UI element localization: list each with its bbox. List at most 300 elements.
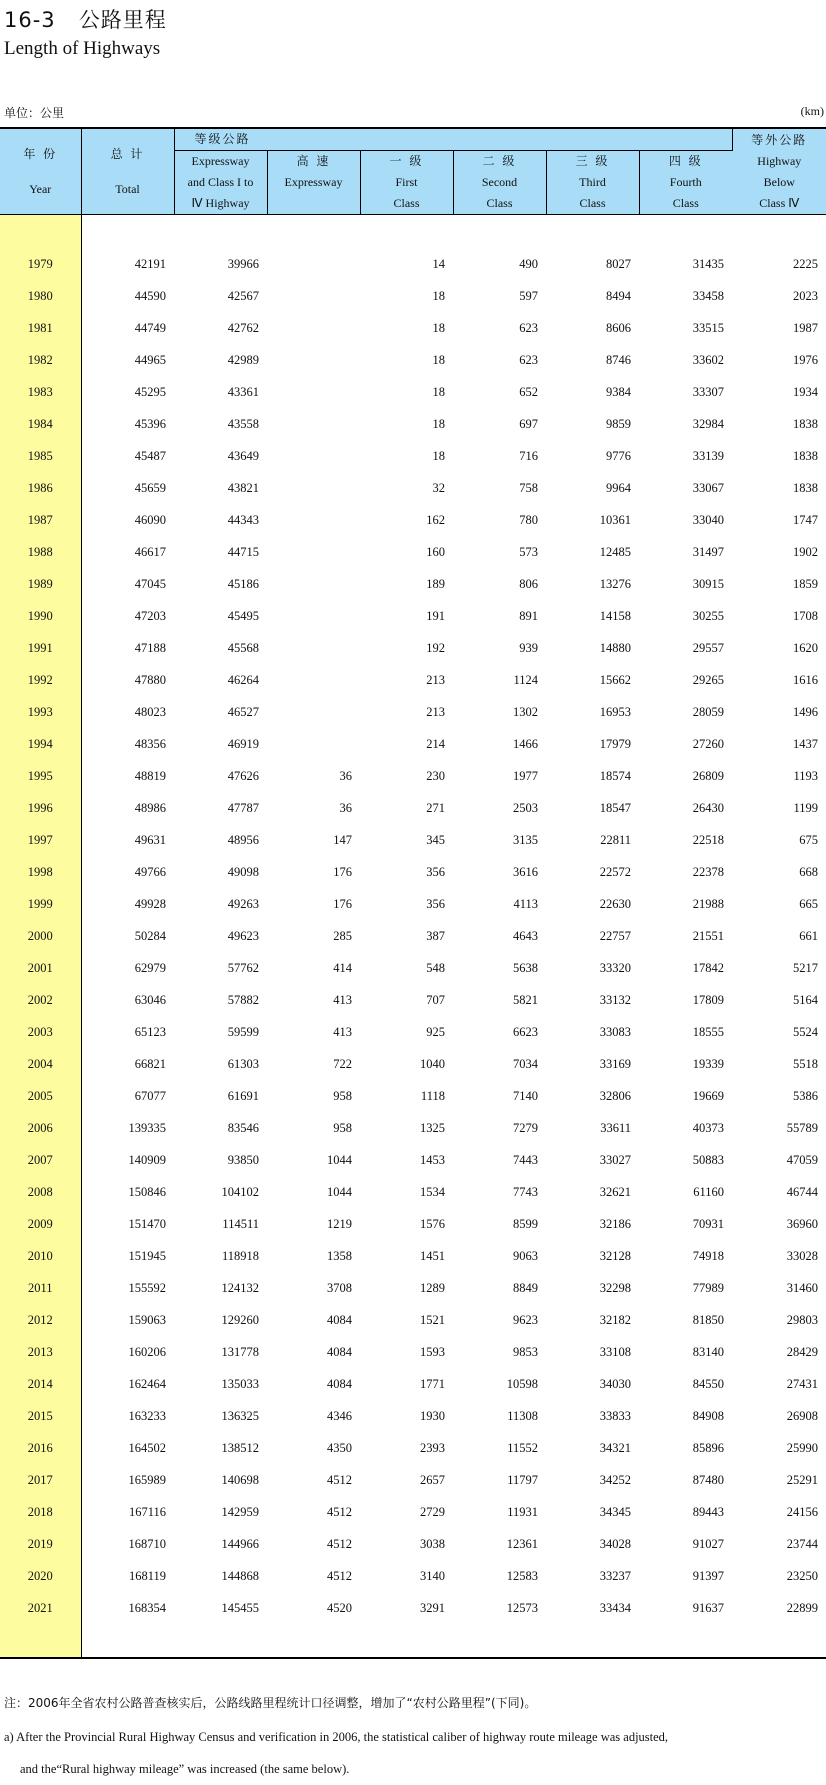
cell-third-class: 16953 — [599, 704, 631, 719]
cell-graded: 131778 — [221, 1344, 259, 1359]
cell-below-class: 29803 — [786, 1312, 819, 1327]
cell-first-class: 213 — [426, 672, 445, 687]
cell-expressway — [267, 696, 360, 728]
cell-year: 2003 — [0, 1016, 81, 1048]
cell-first-class: 387 — [426, 928, 445, 943]
cell-first-class: 345 — [426, 832, 445, 847]
unit-label-en: (km) — [800, 104, 824, 118]
cell-third-class: 9384 — [606, 384, 631, 399]
cell-fourth-class: 33458 — [692, 288, 725, 303]
cell-second-class: 9063 — [513, 1248, 538, 1263]
cell-total: 49631 — [134, 832, 166, 847]
cell-third-class: 22572 — [599, 864, 631, 879]
cell-year: 2005 — [0, 1080, 81, 1112]
cell-total: 47880 — [134, 672, 166, 687]
cell-below-class: 1902 — [793, 544, 819, 559]
table-row — [0, 1592, 826, 1624]
cell-total: 159063 — [128, 1312, 166, 1327]
cell-second-class: 1124 — [513, 672, 538, 687]
cell-first-class: 230 — [426, 768, 445, 783]
cell-below-class: 25990 — [786, 1440, 819, 1455]
cell-third-class: 8606 — [606, 320, 631, 335]
cell-third-class: 33434 — [599, 1600, 631, 1615]
cell-below-class: 1437 — [793, 736, 819, 751]
cell-graded: 46919 — [227, 736, 259, 751]
cell-second-class: 939 — [519, 640, 538, 655]
cell-first-class: 162 — [426, 512, 445, 527]
cell-fourth-class: 91027 — [692, 1536, 725, 1551]
footnote-zh: 注：2006年全省农村公路普查核实后，公路线路里程统计口径调整，增加了“农村公路里程”(下同)。 — [4, 1696, 537, 1710]
table-row-spacer — [0, 1624, 826, 1658]
cell-expressway: 176 — [333, 864, 352, 879]
cell-fourth-class: 27260 — [692, 736, 725, 751]
cell-fourth-class: 22378 — [692, 864, 725, 879]
cell-total: 50284 — [134, 928, 166, 943]
cell-fourth-class: 91637 — [692, 1600, 725, 1615]
table-row — [0, 920, 826, 952]
cell-fourth-class: 84550 — [692, 1376, 725, 1391]
cell-expressway: 413 — [333, 1024, 352, 1039]
cell-expressway — [267, 280, 360, 312]
cell-second-class: 7443 — [513, 1152, 538, 1167]
cell-below-class: 1616 — [793, 672, 819, 687]
cell-fourth-class: 21988 — [692, 896, 725, 911]
cell-total: 48986 — [134, 800, 166, 815]
cell-graded: 44715 — [227, 544, 259, 559]
cell-below-class: 1838 — [793, 480, 819, 495]
cell-below-class: 5217 — [793, 960, 819, 975]
cell-second-class: 758 — [519, 480, 538, 495]
cell-year: 2017 — [0, 1464, 81, 1496]
cell-second-class: 806 — [519, 576, 538, 591]
cell-third-class: 8494 — [606, 288, 631, 303]
cell-second-class: 12573 — [506, 1600, 538, 1615]
cell-expressway — [267, 728, 360, 760]
cell-graded: 49098 — [227, 864, 259, 879]
cell-fourth-class: 17842 — [692, 960, 725, 975]
header-expressway: 高 速 Expressway — [267, 151, 360, 215]
table-title-zh — [4, 4, 167, 34]
cell-expressway — [267, 536, 360, 568]
cell-total: 150846 — [128, 1184, 166, 1199]
cell-third-class: 32806 — [599, 1088, 631, 1103]
cell-expressway: 4512 — [327, 1472, 352, 1487]
cell-third-class: 9964 — [606, 480, 631, 495]
cell-fourth-class: 33139 — [692, 448, 725, 463]
cell-fourth-class: 40373 — [692, 1120, 725, 1135]
header-graded-highway: 等级公路 — [174, 128, 732, 151]
cell-total: 45487 — [134, 448, 166, 463]
cell-expressway: 4512 — [327, 1568, 352, 1583]
cell-third-class: 22811 — [600, 832, 631, 847]
cell-first-class: 707 — [426, 992, 445, 1007]
cell-year: 1983 — [0, 376, 81, 408]
table-row — [0, 1400, 826, 1432]
cell-total: 45659 — [134, 480, 166, 495]
highway-length-table — [0, 127, 826, 1659]
cell-second-class: 4113 — [513, 896, 538, 911]
cell-fourth-class: 19669 — [692, 1088, 725, 1103]
cell-below-class: 1620 — [793, 640, 819, 655]
cell-fourth-class: 33602 — [692, 352, 725, 367]
cell-third-class: 33083 — [599, 1024, 631, 1039]
cell-graded: 129260 — [221, 1312, 259, 1327]
cell-graded: 44343 — [227, 512, 259, 527]
cell-third-class: 33108 — [599, 1344, 631, 1359]
cell-total: 62979 — [134, 960, 166, 975]
cell-below-class: 46744 — [786, 1184, 819, 1199]
cell-year: 1993 — [0, 696, 81, 728]
cell-expressway: 176 — [333, 896, 352, 911]
cell-year: 1998 — [0, 856, 81, 888]
cell-expressway: 4084 — [327, 1376, 352, 1391]
cell-graded: 83546 — [227, 1120, 259, 1135]
cell-third-class: 32298 — [599, 1280, 631, 1295]
cell-graded: 43361 — [227, 384, 259, 399]
cell-second-class: 623 — [519, 352, 538, 367]
cell-third-class: 33237 — [599, 1568, 631, 1583]
cell-first-class: 213 — [426, 704, 445, 719]
cell-first-class: 1451 — [420, 1248, 445, 1263]
cell-first-class: 18 — [432, 320, 445, 335]
cell-total: 67077 — [134, 1088, 166, 1103]
cell-first-class: 356 — [426, 896, 445, 911]
cell-third-class: 9859 — [606, 416, 631, 431]
cell-first-class: 1771 — [420, 1376, 445, 1391]
cell-below-class: 31460 — [786, 1280, 819, 1295]
cell-year: 2011 — [0, 1272, 81, 1304]
cell-fourth-class: 21551 — [692, 928, 725, 943]
cell-third-class: 34345 — [599, 1504, 631, 1519]
cell-fourth-class: 89443 — [692, 1504, 725, 1519]
cell-fourth-class: 84908 — [692, 1408, 725, 1423]
table-row — [0, 632, 826, 664]
cell-year: 2010 — [0, 1240, 81, 1272]
cell-year: 2012 — [0, 1304, 81, 1336]
cell-third-class: 8746 — [606, 352, 631, 367]
table-row — [0, 760, 826, 792]
cell-below-class: 1193 — [793, 768, 819, 783]
cell-year: 1995 — [0, 760, 81, 792]
cell-year: 2019 — [0, 1528, 81, 1560]
table-row — [0, 248, 826, 280]
cell-fourth-class: 31497 — [692, 544, 725, 559]
footnote-en-line1: a) After the Provincial Rural Highway Census and verification in 2006, the statistical caliber of highway route mileage was adjusted, — [4, 1730, 669, 1744]
cell-first-class: 1040 — [420, 1056, 445, 1071]
cell-expressway: 1358 — [327, 1248, 352, 1263]
cell-below-class: 28429 — [786, 1344, 819, 1359]
cell-graded: 49623 — [227, 928, 259, 943]
cell-second-class: 3616 — [513, 864, 538, 879]
table-row — [0, 728, 826, 760]
cell-third-class: 14880 — [599, 640, 631, 655]
cell-below-class: 5524 — [793, 1024, 819, 1039]
cell-second-class: 11797 — [507, 1472, 538, 1487]
cell-below-class: 5518 — [793, 1056, 819, 1071]
cell-fourth-class: 30915 — [692, 576, 725, 591]
cell-expressway: 147 — [333, 832, 352, 847]
cell-below-class: 1199 — [793, 800, 819, 815]
cell-expressway — [267, 472, 360, 504]
cell-second-class: 652 — [519, 384, 538, 399]
cell-year: 2014 — [0, 1368, 81, 1400]
cell-graded: 46264 — [227, 672, 259, 687]
cell-year: 2021 — [0, 1592, 81, 1624]
cell-third-class: 9776 — [606, 448, 631, 463]
cell-total: 48356 — [134, 736, 166, 751]
table-row — [0, 568, 826, 600]
table-row — [0, 600, 826, 632]
cell-fourth-class: 29557 — [692, 640, 725, 655]
cell-total: 47045 — [134, 576, 166, 591]
cell-year: 1996 — [0, 792, 81, 824]
cell-second-class: 5638 — [513, 960, 538, 975]
cell-first-class: 1118 — [420, 1088, 445, 1103]
cell-below-class: 22899 — [786, 1600, 819, 1615]
cell-second-class: 11308 — [507, 1408, 538, 1423]
table-row — [0, 1080, 826, 1112]
cell-total: 44749 — [134, 320, 166, 335]
cell-expressway — [267, 376, 360, 408]
cell-year: 1990 — [0, 600, 81, 632]
cell-total: 168710 — [128, 1536, 166, 1551]
cell-second-class: 3135 — [513, 832, 538, 847]
cell-below-class: 55789 — [786, 1120, 819, 1135]
cell-second-class: 11931 — [507, 1504, 538, 1519]
cell-second-class: 7743 — [513, 1184, 538, 1199]
cell-first-class: 1593 — [420, 1344, 445, 1359]
cell-expressway: 36 — [339, 800, 352, 815]
cell-graded: 45186 — [227, 576, 259, 591]
cell-graded: 135033 — [221, 1376, 259, 1391]
cell-below-class: 26908 — [786, 1408, 819, 1423]
cell-second-class: 6623 — [513, 1024, 538, 1039]
cell-first-class: 189 — [426, 576, 445, 591]
cell-year: 2002 — [0, 984, 81, 1016]
cell-first-class: 925 — [426, 1024, 445, 1039]
cell-graded: 124132 — [221, 1280, 259, 1295]
table-row — [0, 952, 826, 984]
cell-fourth-class: 26809 — [692, 768, 725, 783]
cell-graded: 42567 — [227, 288, 259, 303]
cell-graded: 61303 — [227, 1056, 259, 1071]
cell-below-class: 1496 — [793, 704, 819, 719]
cell-total: 168354 — [128, 1600, 166, 1615]
cell-first-class: 32 — [432, 480, 445, 495]
header-first-class: 一 级 First Class — [360, 151, 453, 215]
cell-below-class: 675 — [799, 832, 819, 847]
table-row — [0, 472, 826, 504]
cell-total: 45295 — [134, 384, 166, 399]
cell-expressway: 4350 — [327, 1440, 352, 1455]
cell-year: 2006 — [0, 1112, 81, 1144]
cell-total: 44590 — [134, 288, 166, 303]
cell-second-class: 9623 — [513, 1312, 538, 1327]
cell-graded: 114511 — [222, 1216, 259, 1231]
cell-graded: 46527 — [227, 704, 259, 719]
cell-fourth-class: 19339 — [692, 1056, 725, 1071]
table-row — [0, 1496, 826, 1528]
cell-third-class: 17979 — [599, 736, 631, 751]
cell-expressway: 36 — [339, 768, 352, 783]
cell-first-class: 1453 — [420, 1152, 445, 1167]
cell-second-class: 1302 — [513, 704, 538, 719]
cell-expressway: 285 — [333, 928, 352, 943]
cell-total: 47203 — [134, 608, 166, 623]
cell-fourth-class: 32984 — [692, 416, 725, 431]
cell-third-class: 34252 — [599, 1472, 631, 1487]
cell-third-class: 32186 — [599, 1216, 631, 1231]
header-fourth-class: 四 级 Fourth Class — [639, 151, 732, 215]
cell-below-class: 668 — [799, 864, 819, 879]
table-row — [0, 1304, 826, 1336]
cell-second-class: 1977 — [513, 768, 538, 783]
cell-graded: 47626 — [227, 768, 259, 783]
cell-first-class: 160 — [426, 544, 445, 559]
cell-fourth-class: 29265 — [692, 672, 725, 687]
cell-third-class: 18547 — [599, 800, 631, 815]
cell-year: 1999 — [0, 888, 81, 920]
cell-first-class: 1534 — [420, 1184, 445, 1199]
cell-total: 48023 — [134, 704, 166, 719]
cell-total: 155592 — [128, 1280, 166, 1295]
table-row — [0, 824, 826, 856]
cell-third-class: 33132 — [599, 992, 631, 1007]
cell-year: 2001 — [0, 952, 81, 984]
cell-below-class: 661 — [799, 928, 819, 943]
cell-first-class: 1325 — [420, 1120, 445, 1135]
cell-fourth-class: 17809 — [692, 992, 725, 1007]
footnote-en-line2: and the“Rural highway mileage” was increased (the same below). — [20, 1762, 350, 1776]
cell-expressway — [267, 248, 360, 280]
cell-year: 2009 — [0, 1208, 81, 1240]
cell-third-class: 10361 — [599, 512, 631, 527]
cell-second-class: 10598 — [506, 1376, 538, 1391]
cell-below-class: 5164 — [793, 992, 819, 1007]
cell-third-class: 12485 — [599, 544, 631, 559]
cell-below-class: 27431 — [786, 1376, 819, 1391]
cell-first-class: 191 — [426, 608, 445, 623]
cell-graded: 140698 — [221, 1472, 259, 1487]
cell-third-class: 33611 — [600, 1120, 631, 1135]
cell-expressway: 1044 — [327, 1184, 352, 1199]
table-row — [0, 376, 826, 408]
cell-below-class: 1859 — [793, 576, 819, 591]
table-row — [0, 280, 826, 312]
cell-expressway: 414 — [333, 960, 352, 975]
cell-second-class: 597 — [519, 288, 538, 303]
table-row — [0, 696, 826, 728]
cell-total: 165989 — [128, 1472, 166, 1487]
cell-second-class: 573 — [519, 544, 538, 559]
cell-total: 46617 — [134, 544, 166, 559]
cell-expressway: 4512 — [327, 1536, 352, 1551]
table-title-en: Length of Highways — [4, 38, 161, 59]
cell-first-class: 1930 — [420, 1408, 445, 1423]
cell-graded: 43649 — [227, 448, 259, 463]
cell-third-class: 22630 — [599, 896, 631, 911]
cell-year: 1984 — [0, 408, 81, 440]
table-row — [0, 1560, 826, 1592]
cell-expressway: 722 — [333, 1056, 352, 1071]
cell-below-class: 1934 — [793, 384, 819, 399]
cell-graded: 61691 — [227, 1088, 259, 1103]
table-row — [0, 1528, 826, 1560]
header-total: 总 计 Total — [81, 128, 174, 215]
cell-below-class: 2023 — [793, 288, 819, 303]
cell-first-class: 192 — [426, 640, 445, 655]
cell-fourth-class: 83140 — [692, 1344, 725, 1359]
cell-graded: 57762 — [227, 960, 259, 975]
cell-expressway: 1044 — [327, 1152, 352, 1167]
header-graded-subtitle: Expressway and Class I to Ⅳ Highway — [174, 151, 267, 215]
cell-year: 1985 — [0, 440, 81, 472]
cell-below-class: 665 — [799, 896, 819, 911]
cell-fourth-class: 74918 — [692, 1248, 725, 1263]
cell-fourth-class: 33307 — [692, 384, 725, 399]
cell-year: 1982 — [0, 344, 81, 376]
table-row — [0, 440, 826, 472]
cell-first-class: 1289 — [420, 1280, 445, 1295]
cell-graded: 43558 — [227, 416, 259, 431]
cell-total: 160206 — [128, 1344, 166, 1359]
cell-first-class: 2657 — [420, 1472, 445, 1487]
cell-third-class: 13276 — [599, 576, 631, 591]
cell-first-class: 1521 — [420, 1312, 445, 1327]
table-row — [0, 1368, 826, 1400]
table-row — [0, 1240, 826, 1272]
cell-second-class: 697 — [519, 416, 538, 431]
cell-second-class: 4643 — [513, 928, 538, 943]
header-second-class: 二 级 Second Class — [453, 151, 546, 215]
cell-second-class: 1466 — [513, 736, 538, 751]
table-row — [0, 312, 826, 344]
cell-expressway: 958 — [333, 1120, 352, 1135]
cell-graded: 39966 — [227, 256, 259, 271]
cell-first-class: 271 — [426, 800, 445, 815]
cell-second-class: 7034 — [513, 1056, 538, 1071]
cell-total: 162464 — [128, 1376, 166, 1391]
cell-expressway: 4084 — [327, 1312, 352, 1327]
cell-below-class: 1838 — [793, 416, 819, 431]
cell-second-class: 716 — [519, 448, 538, 463]
cell-expressway — [267, 600, 360, 632]
cell-total: 63046 — [134, 992, 166, 1007]
cell-year: 1997 — [0, 824, 81, 856]
cell-second-class: 2503 — [513, 800, 538, 815]
cell-third-class: 34030 — [599, 1376, 631, 1391]
cell-expressway — [267, 344, 360, 376]
cell-expressway — [267, 408, 360, 440]
cell-graded: 144966 — [221, 1536, 259, 1551]
cell-expressway: 4084 — [327, 1344, 352, 1359]
cell-first-class: 3291 — [420, 1600, 445, 1615]
cell-total: 163233 — [128, 1408, 166, 1423]
cell-total: 44965 — [134, 352, 166, 367]
table-row — [0, 504, 826, 536]
cell-second-class: 12361 — [506, 1536, 538, 1551]
cell-graded: 45568 — [227, 640, 259, 655]
table-row — [0, 1272, 826, 1304]
cell-third-class: 32128 — [599, 1248, 631, 1263]
cell-expressway: 4520 — [327, 1600, 352, 1615]
cell-graded: 93850 — [227, 1152, 259, 1167]
cell-fourth-class: 87480 — [692, 1472, 725, 1487]
table-row — [0, 1464, 826, 1496]
cell-year: 1989 — [0, 568, 81, 600]
table-row — [0, 1144, 826, 1176]
cell-graded: 45495 — [227, 608, 259, 623]
